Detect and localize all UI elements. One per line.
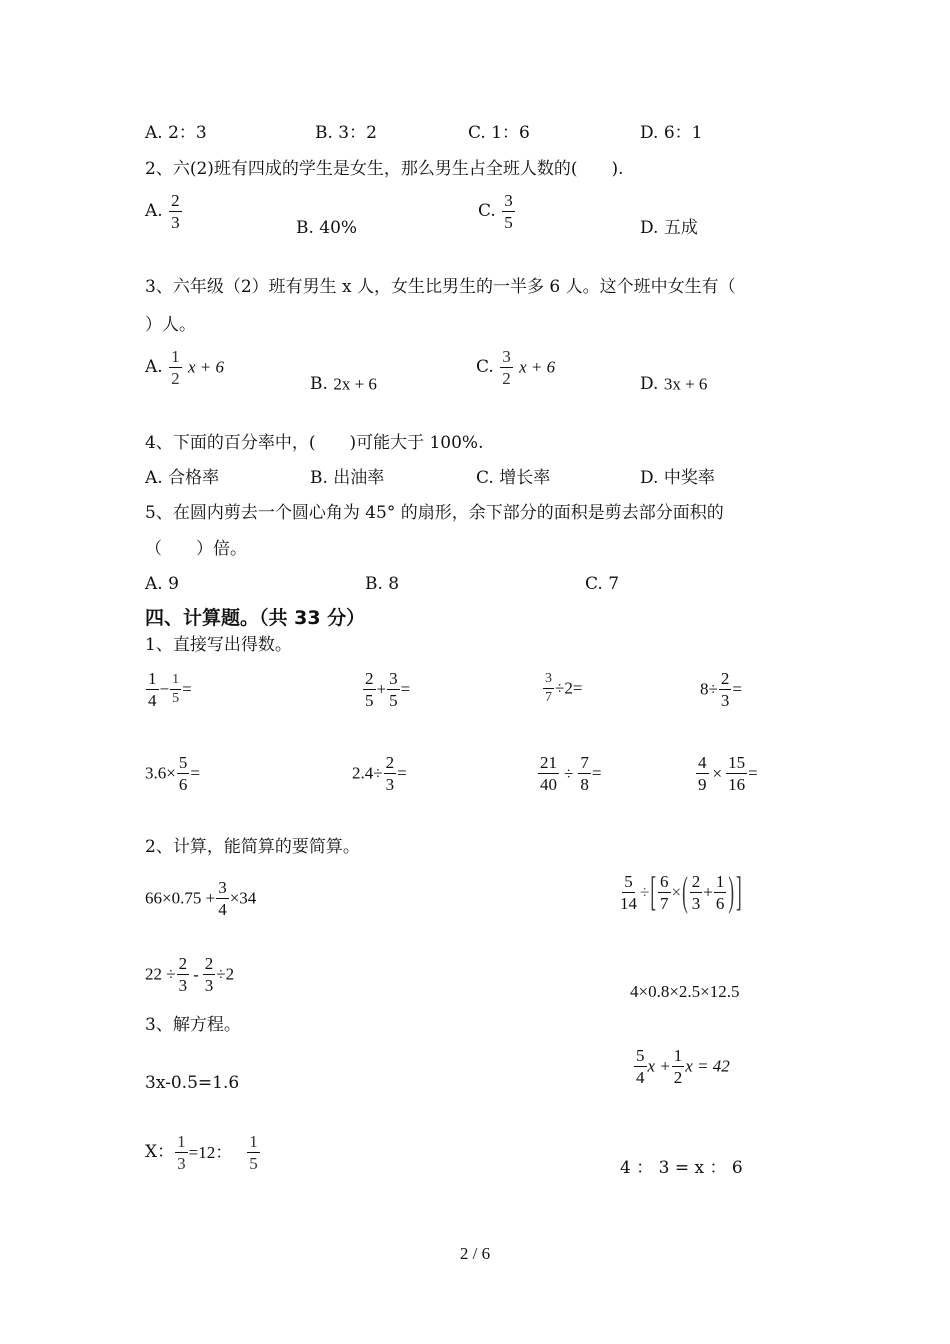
q3-text-line1: 3、六年级（2）班有男生 x 人，女生比男生的一半多 6 人。这个班中女生有（ — [145, 277, 736, 297]
q3-text-line2: ）人。 — [145, 315, 196, 335]
denominator: 2 — [171, 369, 180, 388]
numerator: 3 — [543, 672, 554, 689]
q5-option-a: A. 9 — [145, 574, 179, 594]
numerator: 15 — [728, 753, 746, 772]
numerator: 2 — [691, 872, 701, 891]
equals: = — [732, 679, 742, 699]
q5-text-line1: 5、在圆内剪去一个圆心角为 45° 的扇形，余下部分的面积是剪去部分面积的 — [145, 503, 724, 523]
operator: + — [376, 679, 387, 699]
denominator: 3 — [691, 894, 701, 913]
simplify-expression-4: 4×0.8×2.5×12.5 — [630, 982, 740, 1001]
calc-item-7 — [537, 754, 601, 793]
equals: = — [190, 763, 200, 783]
fraction — [714, 873, 727, 912]
equals: = — [182, 679, 192, 699]
equals: = — [400, 679, 411, 699]
denominator: 2 — [673, 1068, 683, 1087]
denominator: 8 — [580, 775, 589, 794]
expression-prefix: 66×0.75 + — [145, 888, 216, 908]
calc-item-2 — [362, 670, 410, 709]
calc-item-8 — [695, 754, 758, 793]
calc-item-4 — [700, 670, 742, 709]
q2-option-c — [478, 192, 516, 231]
q3-option-b — [310, 373, 377, 396]
fraction — [247, 1133, 260, 1172]
option-label: D. — [640, 374, 659, 394]
numerator: 2 — [720, 669, 730, 688]
option-label: B. — [310, 374, 328, 394]
denominator: 3 — [171, 213, 180, 232]
denominator: 6 — [178, 775, 188, 794]
fraction — [672, 1047, 685, 1086]
numerator: 2 — [365, 669, 374, 688]
expression-mid: =12： — [188, 1142, 233, 1162]
calc-item-1 — [145, 670, 192, 709]
q1-option-b: B. 3：2 — [315, 123, 377, 143]
numerator: 5 — [636, 1046, 645, 1065]
expression-part: x = 42 — [685, 1056, 730, 1076]
q5-option-b: B. 8 — [365, 574, 400, 594]
q5-text-line2: （ ）倍。 — [145, 539, 247, 559]
numerator: 1 — [148, 669, 157, 688]
expression-suffix: ×34 — [229, 888, 257, 908]
q5-option-c: C. 7 — [585, 574, 620, 594]
fraction — [169, 192, 182, 231]
page-number: 2 / 6 — [459, 1244, 491, 1263]
sub-question-1: 1、直接写出得数。 — [145, 635, 292, 655]
fraction — [169, 348, 182, 387]
sub-question-3: 3、解方程。 — [145, 1015, 241, 1035]
right-bracket: ] — [736, 868, 742, 915]
denominator: 7 — [545, 690, 552, 705]
fraction — [696, 754, 709, 793]
numerator: 2 — [171, 191, 180, 210]
numerator: 7 — [580, 753, 589, 772]
q1-option-d: D. 6：1 — [640, 123, 703, 143]
q1-option-c: C. 1：6 — [468, 123, 530, 143]
fraction — [175, 1133, 188, 1172]
numerator: 1 — [170, 673, 181, 690]
numerator: 4 — [698, 753, 707, 772]
q2-text: 2、六(2)班有四成的学生是女生，那么男生占全班人数的( ). — [145, 159, 624, 179]
expression-prefix: 3.6× — [145, 763, 176, 783]
q2-option-a — [145, 192, 183, 231]
numerator: 1 — [673, 1046, 683, 1065]
operator: ÷ — [564, 763, 574, 783]
fraction — [146, 670, 159, 709]
fraction — [658, 873, 671, 912]
denominator: 6 — [715, 894, 725, 913]
numerator: 3 — [218, 878, 227, 897]
fraction — [543, 672, 554, 705]
denominator: 9 — [698, 775, 707, 794]
numerator: 6 — [660, 872, 669, 891]
denominator: 3 — [177, 1154, 186, 1173]
equals: = — [591, 763, 602, 783]
denominator: 4 — [148, 691, 157, 710]
expression-part: x + — [647, 1056, 671, 1076]
fraction — [726, 754, 747, 793]
sub-question-2: 2、计算，能简算的要简算。 — [145, 837, 360, 857]
operator: × — [712, 763, 723, 783]
fraction — [363, 670, 376, 709]
numerator: 1 — [249, 1132, 258, 1151]
operator: ÷ — [640, 882, 650, 902]
q2-option-d: D. 五成 — [640, 218, 698, 238]
expression: 3x + 6 — [663, 374, 708, 394]
operator: × — [671, 882, 682, 902]
denominator: 5 — [389, 691, 398, 710]
denominator: 3 — [204, 976, 214, 995]
equation-4: 4 ： 3 = x ： 6 — [620, 1158, 743, 1178]
equation-1: 3x-0.5=1.6 — [145, 1073, 240, 1093]
fraction — [387, 670, 400, 709]
option-label: C. — [478, 201, 496, 221]
fraction — [203, 955, 216, 994]
operator: + — [703, 882, 713, 902]
denominator: 4 — [636, 1068, 645, 1087]
denominator: 3 — [720, 691, 730, 710]
q4-option-b: B. 出油率 — [310, 468, 385, 488]
simplify-expression-2 — [617, 868, 743, 915]
q2-option-b: B. 40% — [296, 218, 358, 238]
expression-rest: ÷2= — [555, 678, 583, 698]
fraction — [634, 1047, 647, 1086]
fraction — [578, 754, 591, 793]
operator: - — [193, 964, 199, 984]
fraction — [500, 348, 513, 387]
option-label: A. — [145, 201, 163, 221]
expression-prefix: 22 ÷ — [145, 964, 176, 984]
fraction — [690, 873, 703, 912]
denominator: 7 — [660, 894, 669, 913]
q4-option-c: C. 增长率 — [476, 468, 551, 488]
equation-2 — [633, 1047, 730, 1086]
numerator: 2 — [178, 954, 188, 973]
option-label: A. — [145, 357, 163, 377]
equation-3 — [145, 1133, 261, 1172]
right-paren: ) — [728, 868, 735, 915]
fraction — [618, 873, 639, 912]
numerator: 3 — [502, 347, 511, 366]
left-bracket: [ — [650, 868, 657, 915]
fraction — [538, 754, 559, 793]
denominator: 3 — [385, 775, 395, 794]
expression-prefix: 2.4÷ — [352, 763, 383, 783]
numerator: 3 — [504, 191, 513, 210]
operator: − — [159, 679, 170, 699]
numerator: 1 — [177, 1132, 186, 1151]
q3-option-a — [145, 348, 224, 387]
expression: 2x + 6 — [333, 374, 377, 394]
left-paren: ( — [682, 868, 688, 915]
denominator: 5 — [504, 213, 513, 232]
fraction — [719, 670, 732, 709]
expression-prefix: 8÷ — [700, 679, 718, 699]
expression-rest: x + 6 — [188, 357, 225, 377]
expression-suffix: ÷2 — [216, 964, 235, 984]
calc-item-5 — [145, 754, 200, 793]
expression-rest: x + 6 — [519, 357, 556, 377]
q1-option-a: A. 2：3 — [145, 123, 207, 143]
denominator: 5 — [249, 1154, 258, 1173]
equals: = — [748, 763, 758, 783]
option-label: C. — [476, 357, 494, 377]
q3-option-c — [476, 348, 555, 387]
fraction — [502, 192, 515, 231]
section-heading: 四、计算题。（共 33 分） — [145, 607, 366, 629]
calc-item-6 — [352, 754, 407, 793]
fraction — [177, 955, 190, 994]
numerator: 5 — [624, 872, 633, 891]
denominator: 5 — [172, 691, 180, 706]
denominator: 2 — [502, 369, 511, 388]
denominator: 4 — [218, 900, 227, 919]
denominator: 16 — [728, 775, 746, 794]
denominator: 3 — [178, 976, 188, 995]
simplify-expression-3 — [145, 955, 234, 994]
numerator: 5 — [178, 753, 188, 772]
numerator: 1 — [171, 347, 180, 366]
simplify-expression-1 — [145, 879, 256, 918]
q4-text: 4、下面的百分率中，( )可能大于 100%. — [145, 433, 484, 453]
fraction — [384, 754, 397, 793]
numerator: 2 — [385, 753, 395, 772]
denominator: 14 — [620, 894, 637, 913]
equals: = — [397, 763, 407, 783]
numerator: 3 — [389, 669, 398, 688]
q4-option-d: D. 中奖率 — [640, 468, 715, 488]
numerator: 21 — [540, 753, 557, 772]
numerator: 1 — [715, 872, 725, 891]
fraction — [177, 754, 190, 793]
expression-prefix: X： — [145, 1142, 175, 1162]
numerator: 2 — [204, 954, 214, 973]
denominator: 5 — [365, 691, 374, 710]
calc-item-3 — [542, 672, 582, 705]
denominator: 40 — [540, 775, 557, 794]
q4-option-a: A. 合格率 — [145, 468, 220, 488]
q3-option-d — [640, 373, 707, 396]
fraction — [170, 673, 181, 706]
fraction — [216, 879, 229, 918]
